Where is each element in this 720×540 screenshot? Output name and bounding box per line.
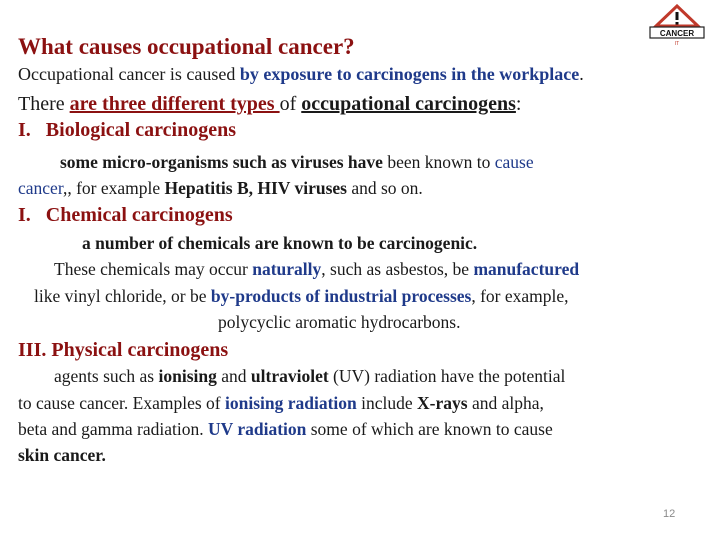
chemical-line-3: like vinyl chloride, or be by-products of industrial processes, for example, [34, 286, 569, 306]
physical-line-4: skin cancer. [18, 445, 106, 465]
page-number: 12 [663, 508, 676, 520]
page-title: What causes occupational cancer? [18, 34, 355, 59]
chemical-line-1: a number of chemicals are known to be carcinogenic. [82, 233, 478, 253]
section-heading-chemical: I. Chemical carcinogens [18, 204, 233, 226]
section-heading-physical: III. Physical carcinogens [18, 339, 229, 361]
section-heading-biological: I. Biological carcinogens [18, 119, 236, 141]
biological-line-1: some micro-organisms such as viruses have been known to cause [60, 152, 534, 172]
chemical-line-4: polycyclic aromatic hydrocarbons. [218, 312, 461, 332]
cancer-warning-icon [646, 4, 708, 46]
intro-types-line: There are three different types of occupational carcinogens: [18, 93, 522, 115]
chemical-line-2: These chemicals may occur naturally, such as asbestos, be manufactured [54, 259, 580, 279]
svg-text:IT: IT [674, 41, 680, 46]
biological-line-2: cancer,, for example Hepatitis B, HIV viruses and so on. [18, 178, 423, 198]
intro-line: Occupational cancer is caused by exposure to carcinogens in the workplace. [18, 64, 584, 84]
physical-line-3: beta and gamma radiation. UV radiation some of which are known to cause [18, 419, 553, 439]
physical-line-2: to cause cancer. Examples of ionising radiation include X-rays and alpha, [18, 393, 544, 413]
physical-line-1: agents such as ionising and ultraviolet (UV) radiation have the potential [54, 366, 566, 386]
logo-label: CANCER [659, 29, 695, 38]
